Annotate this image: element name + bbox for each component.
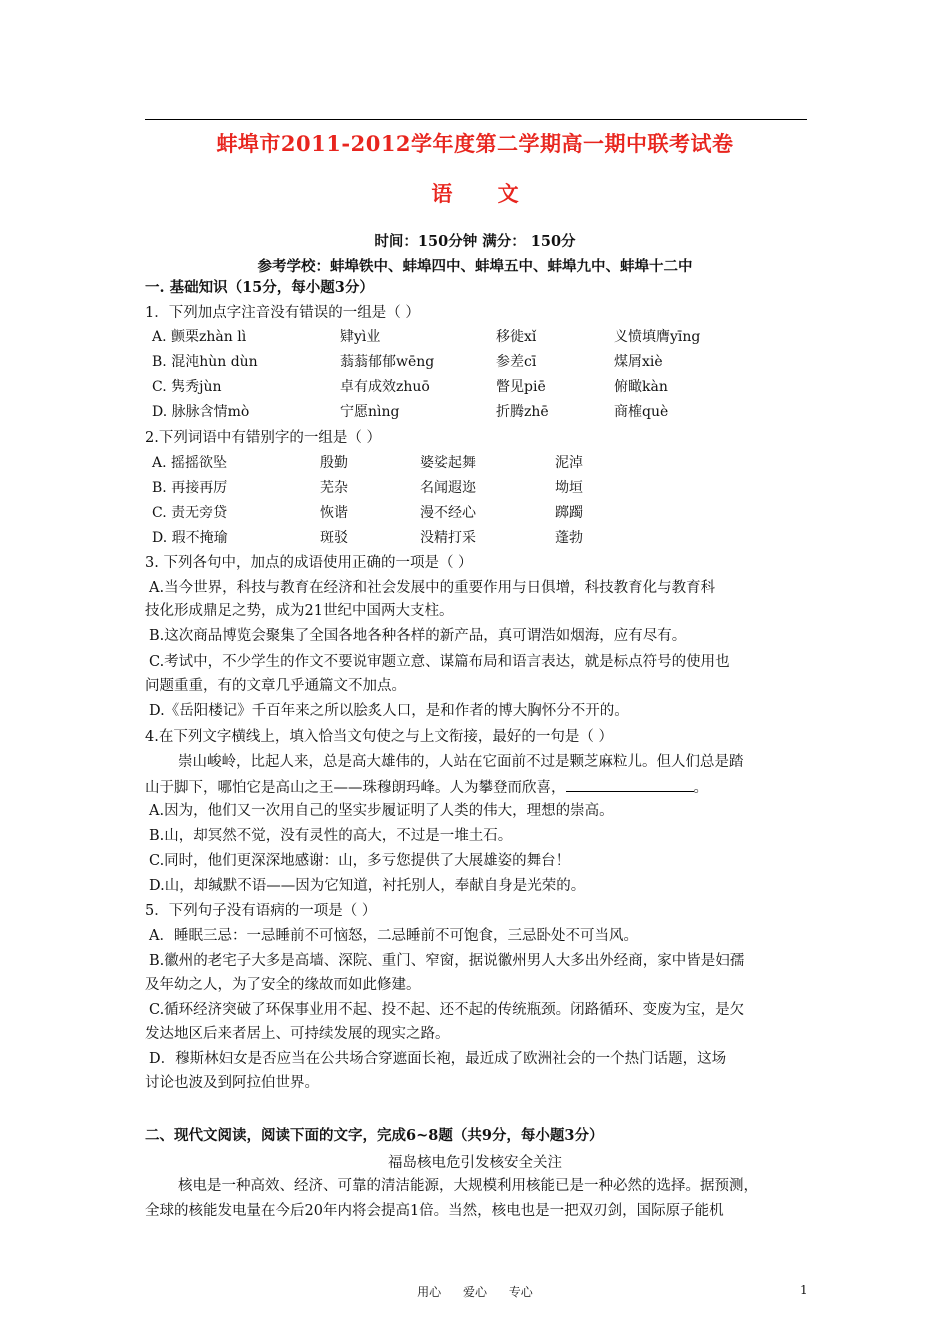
q1-b-1: B. 混沌hùn dùn bbox=[152, 354, 258, 370]
q3-stem: 3. 下列各句中，加点的成语使用正确的一项是（ ） bbox=[145, 555, 473, 571]
q2-c-4: 踯躅 bbox=[555, 505, 583, 521]
q5-stem: 5．下列句子没有语病的一项是（ ） bbox=[145, 903, 377, 919]
q3-option-a-line1: A.当今世界，科技与教育在经济和社会发展中的重要作用与日俱增，科技教育化与教育科 bbox=[149, 580, 716, 596]
q2-a-2: 殷勤 bbox=[320, 455, 348, 471]
article-paragraph-line2: 全球的核能发电量在今后20年内将会提高1倍。当然，核电也是一把双刃剑，国际原子能机 bbox=[145, 1203, 724, 1219]
q5-option-c-line2: 发达地区后来者居上、可持续发展的现实之路。 bbox=[145, 1026, 450, 1042]
q1-d-3: 折腾zhē bbox=[496, 404, 549, 420]
q2-a-3: 婆娑起舞 bbox=[420, 455, 476, 471]
q3-option-a-line2: 技化形成鼎足之势，成为21世纪中国两大支柱。 bbox=[145, 603, 454, 619]
q2-b-2: 芜杂 bbox=[320, 480, 348, 496]
q5-option-d-line2: 讨论也波及到阿拉伯世界。 bbox=[145, 1075, 319, 1091]
q2-stem: 2.下列词语中有错别字的一组是（ ） bbox=[145, 430, 381, 446]
q1-a-1: A. 颤栗zhàn lì bbox=[152, 329, 247, 345]
q4-option-b: B.山，却冥然不觉，没有灵性的高大，不过是一堆土石。 bbox=[149, 828, 513, 844]
q1-stem: 1．下列加点字注音没有错误的一组是（ ） bbox=[145, 305, 420, 321]
page-number: 1 bbox=[800, 1283, 808, 1297]
article-paragraph-line1: 核电是一种高效、经济、可靠的清洁能源，大规模利用核能已是一种必然的选择。据预测， bbox=[178, 1178, 758, 1194]
q1-c-4: 俯瞰kàn bbox=[614, 379, 668, 395]
q5-option-c-line1: C.循环经济突破了环保事业用不起、投不起、还不起的传统瓶颈。闭路循环、变废为宝，是欠 bbox=[149, 1002, 745, 1018]
section2-heading: 二、现代文阅读，阅读下面的文字，完成6~8题（共9分，每小题3分） bbox=[145, 1127, 604, 1144]
subject-title: 语 文 bbox=[431, 181, 519, 206]
q1-b-2: 蓊蓊郁郁wēng bbox=[340, 354, 435, 370]
q1-a-3: 移徙xǐ bbox=[496, 329, 537, 345]
section1-heading: 一. 基础知识（15分，每小题3分） bbox=[145, 279, 374, 296]
q1-d-4: 商榷què bbox=[614, 404, 669, 420]
q5-option-d-line1: D．穆斯林妇女是否应当在公共场合穿遮面长袍，最近成了欧洲社会的一个热门话题，这场 bbox=[149, 1051, 727, 1067]
top-rule bbox=[145, 119, 807, 120]
q1-d-1: D. 脉脉含情mò bbox=[152, 404, 250, 420]
q4-passage-text: 山于脚下，哪怕它是高山之王——珠穆朗玛峰。人为攀登而欣喜， bbox=[145, 780, 566, 796]
q1-c-1: C. 隽秀jùn bbox=[152, 379, 222, 395]
q2-d-2: 斑驳 bbox=[320, 530, 348, 546]
q1-a-2: 肄yì业 bbox=[340, 329, 381, 345]
q2-b-3: 名闻遐迩 bbox=[420, 480, 476, 496]
q4-passage-line1: 崇山峻岭，比起人来，总是高大雄伟的，人站在它面前不过是颗芝麻粒儿。但人们总是踏 bbox=[178, 754, 744, 770]
q1-b-4: 煤屑xiè bbox=[614, 354, 663, 370]
q3-option-b: B.这次商品博览会聚集了全国各地各种各样的新产品，真可谓浩如烟海，应有尽有。 bbox=[149, 628, 687, 644]
q5-option-a: A．睡眠三忌：一忌睡前不可恼怒，二忌睡前不可饱食，三忌卧处不可当风。 bbox=[149, 928, 638, 944]
time-score-line: 时间：150分钟 满分： 150分 bbox=[374, 233, 576, 250]
article-title: 福岛核电危引发核安全关注 bbox=[388, 1155, 562, 1171]
q2-a-1: A. 摇摇欲坠 bbox=[152, 455, 228, 471]
q4-option-c: C.同时，他们更深深地感谢：山，多亏您提供了大展雄姿的舞台！ bbox=[149, 853, 571, 869]
q2-d-3: 没精打采 bbox=[420, 530, 476, 546]
q4-passage-end: 。 bbox=[693, 780, 708, 796]
q4-option-a: A.因为，他们又一次用自己的坚实步履证明了人类的伟大，理想的崇高。 bbox=[149, 803, 614, 819]
q1-b-3: 参差cī bbox=[496, 354, 537, 370]
q3-option-d: D.《岳阳楼记》千百年来之所以脍炙人口，是和作者的博大胸怀分不开的。 bbox=[149, 703, 629, 719]
q2-d-4: 蓬勃 bbox=[555, 530, 583, 546]
q4-stem: 4.在下列文字横线上，填入恰当文句使之与上文衔接，最好的一句是（ ） bbox=[145, 729, 613, 745]
q2-c-3: 漫不经心 bbox=[420, 505, 476, 521]
q2-b-1: B. 再接再厉 bbox=[152, 480, 228, 496]
q1-c-2: 卓有成效zhuō bbox=[340, 379, 430, 395]
q3-option-c-line1: C.考试中，不少学生的作文不要说审题立意、谋篇布局和语言表达，就是标点符号的使用也 bbox=[149, 654, 730, 670]
q5-option-b-line1: B.徽州的老宅子大多是高墙、深院、重门、窄窗，据说徽州男人大多出外经商，家中皆是妇孺 bbox=[149, 953, 745, 969]
q1-a-4: 义愤填膺yīng bbox=[614, 329, 701, 345]
q5-option-b-line2: 及年幼之人，为了安全的缘故而如此修建。 bbox=[145, 977, 421, 993]
q4-passage-line2 bbox=[145, 777, 708, 798]
q3-option-c-line2: 问题重重，有的文章几乎通篇文不加点。 bbox=[145, 678, 406, 694]
q2-a-4: 泥淖 bbox=[555, 455, 583, 471]
participating-schools: 参考学校：蚌埠铁中、蚌埠四中、蚌埠五中、蚌埠九中、蚌埠十二中 bbox=[257, 258, 693, 275]
q4-option-d: D.山，却缄默不语——因为它知道，衬托别人，奉献自身是光荣的。 bbox=[149, 878, 586, 894]
q2-b-4: 坳垣 bbox=[555, 480, 583, 496]
q1-d-2: 宁愿nìng bbox=[340, 404, 400, 420]
q2-c-2: 恢谐 bbox=[320, 505, 348, 521]
exam-title: 蚌埠市2011-2012学年度第二学期高一期中联考试卷 bbox=[216, 131, 734, 156]
footer-motto: 用心 爱心 专心 bbox=[417, 1285, 533, 1299]
q2-c-1: C. 责无旁贷 bbox=[152, 505, 228, 521]
q1-c-3: 瞥见piē bbox=[496, 379, 546, 395]
q2-d-1: D. 瑕不掩瑜 bbox=[152, 530, 228, 546]
fill-in-blank bbox=[566, 777, 694, 792]
